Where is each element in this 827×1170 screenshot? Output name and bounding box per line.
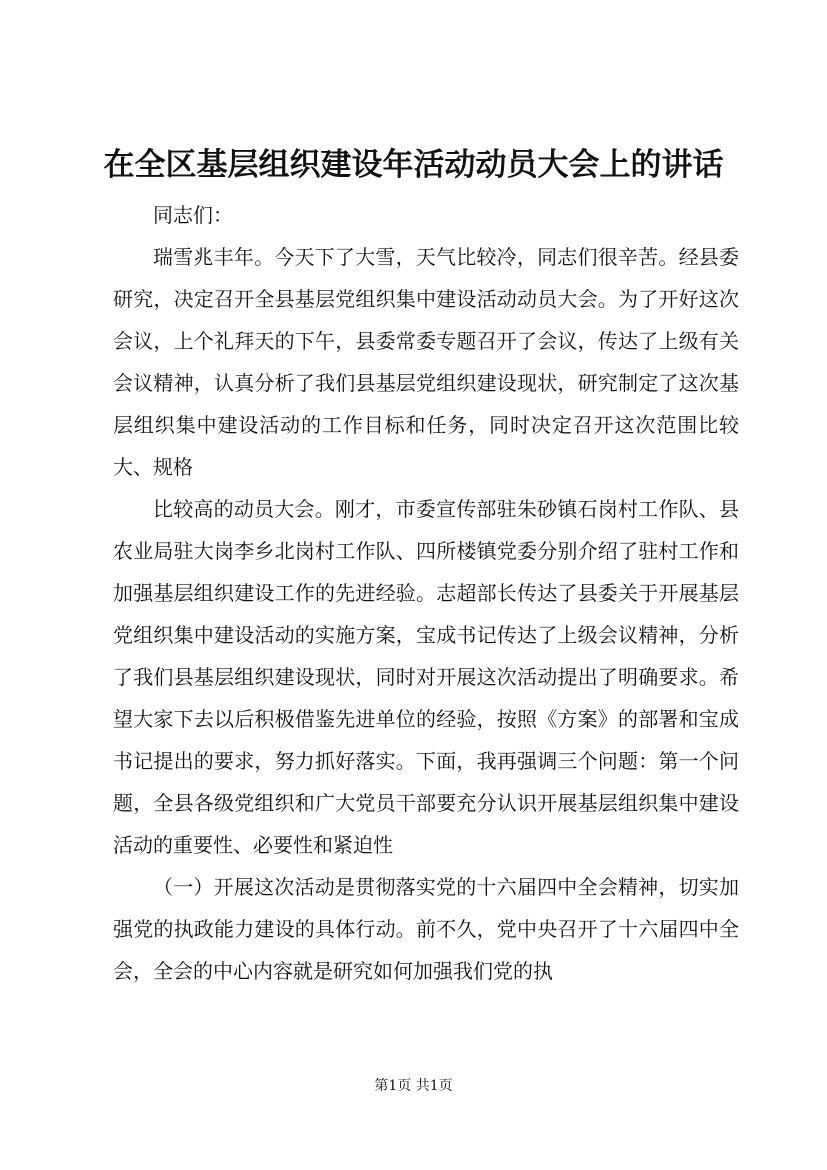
document-title: 在全区基层组织建设年活动动员大会上的讲话 (103, 147, 724, 183)
document-body (113, 194, 739, 992)
salutation-paragraph: 同志们： (153, 203, 233, 227)
page-number-footer: 第1页 共1页 (374, 1078, 453, 1094)
body-paragraph: （一）开展这次活动是贯彻落实党的十六届四中全会精神，切实加强党的执政能力建设的具体行动。前不久，党中央召开了十六届四中全会，全会的中心内容就是研究如何加强我们党的执 (113, 875, 739, 983)
body-paragraph: 瑞雪兆丰年。今天下了大雪，天气比较冷，同志们很辛苦。经县委研究，决定召开全县基层党组织集中建设活动动员大会。为了开好这次会议，上个礼拜天的下午，县委常委专题召开了会议，传达了上级有关会议精神，认真分析了我们县基层党组织建设现状，研究制定了这次基层组织集中建设活动的工作目标和任务，同时决定召开这次范围比较大、规格 (113, 245, 739, 479)
body-paragraph: 比较高的动员大会。刚才，市委宣传部驻朱砂镇石岗村工作队、县农业局驻大岗李乡北岗村工作队、四所楼镇党委分别介绍了驻村工作和加强基层组织建设工作的先进经验。志超部长传达了县委关于开展基层党组织集中建设活动的实施方案，宝成书记传达了上级会议精神，分析了我们县基层组织建设现状，同时对开展这次活动提出了明确要求。希望大家下去以后积极借鉴先进单位的经验，按照《方案》的部署和宝成书记提出的要求，努力抓好落实。下面，我再强调三个问题：第一个问题，全县各级党组织和广大党员干部要充分认识开展基层组织集中建设活动的重要性、必要性和紧迫性 (113, 497, 739, 857)
